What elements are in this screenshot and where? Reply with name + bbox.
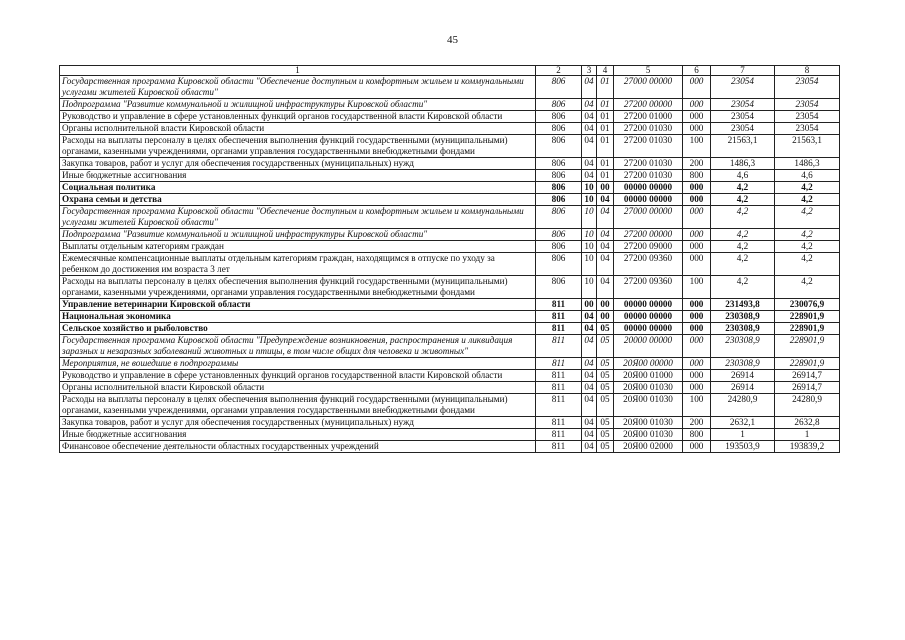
row-value: 10	[582, 253, 597, 276]
row-value: 1	[711, 429, 775, 441]
row-value: 01	[597, 123, 614, 135]
row-value: 000	[683, 299, 711, 311]
row-value: 000	[683, 123, 711, 135]
row-value: 04	[582, 99, 597, 111]
row-value: 04	[582, 417, 597, 429]
row-value: 20Я00 01030	[614, 417, 683, 429]
table-row	[60, 276, 840, 299]
row-value: 00	[597, 299, 614, 311]
row-description: Иные бюджетные ассигнования	[60, 170, 536, 182]
row-value: 228901,9	[775, 358, 840, 370]
column-header: 8	[775, 66, 840, 76]
row-value: 23054	[711, 99, 775, 111]
row-value: 04	[582, 429, 597, 441]
row-description: Государственная программа Кировской области "Обеспечение доступным и комфортным жильем и коммунальными услугами жителей Кировской области"	[60, 206, 536, 229]
row-value: 10	[582, 276, 597, 299]
row-value: 20Я00 01030	[614, 382, 683, 394]
table-row	[60, 99, 840, 111]
row-description: Расходы на выплаты персоналу в целях обеспечения выполнения функций государственными (муниципальными) органами, казенными учреждениями, органами управления государственными внебюджетными фондами	[60, 394, 536, 417]
row-value: 20Я00 00000	[614, 358, 683, 370]
row-value: 811	[536, 358, 582, 370]
row-value: 04	[597, 241, 614, 253]
table-row	[60, 76, 840, 99]
row-value: 05	[597, 417, 614, 429]
table-row	[60, 241, 840, 253]
row-value: 4,2	[775, 206, 840, 229]
row-value: 04	[597, 206, 614, 229]
row-value: 100	[683, 135, 711, 158]
row-value: 806	[536, 158, 582, 170]
column-header: 1	[60, 66, 536, 76]
row-value: 2632,1	[711, 417, 775, 429]
row-value: 4,2	[711, 253, 775, 276]
row-value: 228901,9	[775, 323, 840, 335]
row-value: 806	[536, 182, 582, 194]
row-description: Органы исполнительной власти Кировской области	[60, 382, 536, 394]
row-value: 05	[597, 335, 614, 358]
row-value: 24280,9	[711, 394, 775, 417]
row-value: 00	[597, 311, 614, 323]
row-value: 04	[582, 111, 597, 123]
row-value: 04	[582, 441, 597, 453]
row-value: 4,2	[711, 229, 775, 241]
row-value: 000	[683, 99, 711, 111]
row-description: Выплаты отдельным категориям граждан	[60, 241, 536, 253]
row-value: 811	[536, 370, 582, 382]
row-description: Мероприятия, не вошедшие в подпрограммы	[60, 358, 536, 370]
row-description: Руководство и управление в сфере установленных функций органов государственной власти Кировской области	[60, 370, 536, 382]
row-value: 000	[683, 335, 711, 358]
row-value: 000	[683, 311, 711, 323]
row-value: 811	[536, 429, 582, 441]
table-row	[60, 229, 840, 241]
row-value: 27000 00000	[614, 76, 683, 99]
row-value: 05	[597, 370, 614, 382]
row-value: 04	[582, 170, 597, 182]
row-description: Финансовое обеспечение деятельности областных государственных учреждений	[60, 441, 536, 453]
row-description: Национальная экономика	[60, 311, 536, 323]
row-value: 193839,2	[775, 441, 840, 453]
row-value: 04	[582, 370, 597, 382]
row-value: 04	[582, 123, 597, 135]
row-value: 27200 01030	[614, 158, 683, 170]
row-value: 01	[597, 158, 614, 170]
row-value: 00000 00000	[614, 194, 683, 206]
row-value: 27200 01030	[614, 170, 683, 182]
table-row	[60, 123, 840, 135]
row-value: 000	[683, 111, 711, 123]
row-value: 230308,9	[711, 358, 775, 370]
row-value: 23054	[775, 99, 840, 111]
row-description: Закупка товаров, работ и услуг для обеспечения государственных (муниципальных) нужд	[60, 417, 536, 429]
row-value: 4,2	[711, 194, 775, 206]
table-row	[60, 135, 840, 158]
budget-table	[59, 65, 840, 453]
row-value: 27200 09360	[614, 253, 683, 276]
row-value: 26914,7	[775, 382, 840, 394]
row-value: 23054	[711, 111, 775, 123]
row-value: 4,2	[711, 276, 775, 299]
row-value: 806	[536, 253, 582, 276]
row-value: 4,2	[711, 206, 775, 229]
row-value: 23054	[775, 123, 840, 135]
row-value: 26914	[711, 382, 775, 394]
row-value: 806	[536, 241, 582, 253]
row-value: 27200 01030	[614, 123, 683, 135]
row-value: 04	[582, 323, 597, 335]
row-value: 4,6	[711, 170, 775, 182]
row-value: 00	[597, 182, 614, 194]
row-value: 27000 00000	[614, 206, 683, 229]
row-value: 04	[597, 276, 614, 299]
row-value: 20Я00 01030	[614, 394, 683, 417]
row-value: 230308,9	[711, 311, 775, 323]
row-value: 800	[683, 429, 711, 441]
table-row	[60, 394, 840, 417]
table-row	[60, 441, 840, 453]
table-row	[60, 182, 840, 194]
row-value: 20Я00 02000	[614, 441, 683, 453]
column-header: 6	[683, 66, 711, 76]
table-row	[60, 417, 840, 429]
row-value: 04	[582, 382, 597, 394]
row-value: 000	[683, 370, 711, 382]
table-row	[60, 323, 840, 335]
row-value: 228901,9	[775, 335, 840, 358]
row-description: Ежемесячные компенсационные выплаты отдельным категориям граждан, находящимся в отпуске по уходу за ребенком до достижения им возраста 3 лет	[60, 253, 536, 276]
row-value: 1486,3	[775, 158, 840, 170]
row-value: 26914	[711, 370, 775, 382]
row-description: Расходы на выплаты персоналу в целях обеспечения выполнения функций государственными (муниципальными) органами, казенными учреждениями, органами управления государственными внебюджетными фондами	[60, 276, 536, 299]
row-value: 000	[683, 241, 711, 253]
row-value: 000	[683, 382, 711, 394]
row-value: 800	[683, 170, 711, 182]
header-row	[60, 66, 840, 76]
row-value: 01	[597, 111, 614, 123]
row-value: 01	[597, 99, 614, 111]
row-value: 23054	[711, 76, 775, 99]
row-value: 4,2	[775, 241, 840, 253]
row-value: 4,2	[775, 276, 840, 299]
row-value: 27200 09360	[614, 276, 683, 299]
row-value: 000	[683, 253, 711, 276]
row-value: 04	[582, 394, 597, 417]
row-description: Сельское хозяйство и рыболовство	[60, 323, 536, 335]
row-value: 04	[597, 229, 614, 241]
row-value: 806	[536, 135, 582, 158]
row-value: 23054	[775, 76, 840, 99]
table-row	[60, 370, 840, 382]
row-value: 000	[683, 206, 711, 229]
row-value: 806	[536, 194, 582, 206]
table-row	[60, 158, 840, 170]
row-description: Закупка товаров, работ и услуг для обеспечения государственных (муниципальных) нужд	[60, 158, 536, 170]
row-value: 000	[683, 229, 711, 241]
row-value: 04	[582, 76, 597, 99]
row-value: 20000 00000	[614, 335, 683, 358]
column-header: 5	[614, 66, 683, 76]
row-value: 806	[536, 123, 582, 135]
row-value: 193503,9	[711, 441, 775, 453]
row-value: 4,2	[711, 241, 775, 253]
column-header: 2	[536, 66, 582, 76]
row-value: 230308,9	[711, 323, 775, 335]
column-header: 4	[597, 66, 614, 76]
row-value: 10	[582, 229, 597, 241]
row-value: 1486,3	[711, 158, 775, 170]
row-value: 228901,9	[775, 311, 840, 323]
row-value: 10	[582, 206, 597, 229]
row-value: 01	[597, 76, 614, 99]
row-description: Расходы на выплаты персоналу в целях обеспечения выполнения функций государственными (муниципальными) органами, казенными учреждениями, органами управления государственными внебюджетными фондами	[60, 135, 536, 158]
row-description: Руководство и управление в сфере установленных функций органов государственной власти Кировской области	[60, 111, 536, 123]
row-value: 04	[582, 311, 597, 323]
row-value: 4,2	[711, 182, 775, 194]
row-value: 806	[536, 99, 582, 111]
row-value: 23054	[711, 123, 775, 135]
row-value: 21563,1	[711, 135, 775, 158]
row-value: 26914,7	[775, 370, 840, 382]
row-value: 21563,1	[775, 135, 840, 158]
row-value: 10	[582, 182, 597, 194]
row-value: 24280,9	[775, 394, 840, 417]
row-value: 000	[683, 358, 711, 370]
row-value: 01	[597, 135, 614, 158]
row-value: 05	[597, 358, 614, 370]
row-value: 00000 00000	[614, 182, 683, 194]
row-value: 100	[683, 276, 711, 299]
row-value: 20Я00 01000	[614, 370, 683, 382]
row-value: 00000 00000	[614, 323, 683, 335]
table-row	[60, 194, 840, 206]
row-value: 231493,8	[711, 299, 775, 311]
row-value: 4,2	[775, 253, 840, 276]
row-value: 806	[536, 206, 582, 229]
row-value: 04	[582, 158, 597, 170]
page-number: 45	[447, 34, 458, 46]
table-row	[60, 358, 840, 370]
row-value: 01	[597, 170, 614, 182]
table-row	[60, 111, 840, 123]
row-value: 000	[683, 194, 711, 206]
row-description: Органы исполнительной власти Кировской области	[60, 123, 536, 135]
row-value: 27200 09000	[614, 241, 683, 253]
row-value: 05	[597, 382, 614, 394]
row-value: 05	[597, 429, 614, 441]
row-value: 811	[536, 335, 582, 358]
row-value: 811	[536, 417, 582, 429]
row-value: 27200 01030	[614, 135, 683, 158]
row-value: 806	[536, 76, 582, 99]
row-value: 05	[597, 323, 614, 335]
row-description: Иные бюджетные ассигнования	[60, 429, 536, 441]
row-value: 1	[775, 429, 840, 441]
table-row	[60, 382, 840, 394]
row-value: 806	[536, 276, 582, 299]
row-value: 230308,9	[711, 335, 775, 358]
table-row	[60, 335, 840, 358]
column-header: 7	[711, 66, 775, 76]
row-value: 27200 00000	[614, 99, 683, 111]
row-value: 00	[582, 299, 597, 311]
row-description: Государственная программа Кировской области "Обеспечение доступным и комфортным жильем и коммунальными услугами жителей Кировской области"	[60, 76, 536, 99]
row-value: 4,2	[775, 182, 840, 194]
column-header: 3	[582, 66, 597, 76]
row-value: 000	[683, 182, 711, 194]
row-value: 000	[683, 441, 711, 453]
table-row	[60, 206, 840, 229]
row-value: 4,6	[775, 170, 840, 182]
row-value: 00000 00000	[614, 311, 683, 323]
row-value: 4,2	[775, 194, 840, 206]
row-description: Социальная политика	[60, 182, 536, 194]
row-description: Охрана семьи и детства	[60, 194, 536, 206]
row-value: 05	[597, 394, 614, 417]
row-value: 811	[536, 441, 582, 453]
row-value: 811	[536, 394, 582, 417]
row-value: 4,2	[775, 229, 840, 241]
table-row	[60, 429, 840, 441]
row-description: Управление ветеринарии Кировской области	[60, 299, 536, 311]
row-value: 04	[582, 358, 597, 370]
row-value: 04	[582, 135, 597, 158]
row-value: 230076,9	[775, 299, 840, 311]
row-value: 27200 00000	[614, 229, 683, 241]
row-value: 00000 00000	[614, 299, 683, 311]
row-value: 04	[582, 335, 597, 358]
row-value: 2632,8	[775, 417, 840, 429]
row-value: 10	[582, 194, 597, 206]
row-description: Подпрограмма "Развитие коммунальной и жилищной инфраструктуры Кировской области"	[60, 229, 536, 241]
row-value: 10	[582, 241, 597, 253]
row-value: 20Я00 01030	[614, 429, 683, 441]
table-row	[60, 170, 840, 182]
row-value: 806	[536, 229, 582, 241]
row-value: 811	[536, 382, 582, 394]
row-value: 806	[536, 170, 582, 182]
row-value: 05	[597, 441, 614, 453]
table-row	[60, 253, 840, 276]
row-value: 811	[536, 323, 582, 335]
row-value: 27200 01000	[614, 111, 683, 123]
table-row	[60, 299, 840, 311]
row-value: 811	[536, 299, 582, 311]
row-value: 200	[683, 417, 711, 429]
row-value: 000	[683, 76, 711, 99]
row-value: 806	[536, 111, 582, 123]
row-value: 04	[597, 253, 614, 276]
row-description: Подпрограмма "Развитие коммунальной и жилищной инфраструктуры Кировской области"	[60, 99, 536, 111]
row-value: 100	[683, 394, 711, 417]
row-value: 04	[597, 194, 614, 206]
row-value: 23054	[775, 111, 840, 123]
table-row	[60, 311, 840, 323]
row-value: 200	[683, 158, 711, 170]
row-description: Государственная программа Кировской области "Предупреждение возникновения, распространения и ликвидация заразных и незаразных заболеваний животных и птицы, в том числе общих для человека и животных"	[60, 335, 536, 358]
row-value: 000	[683, 323, 711, 335]
row-value: 811	[536, 311, 582, 323]
